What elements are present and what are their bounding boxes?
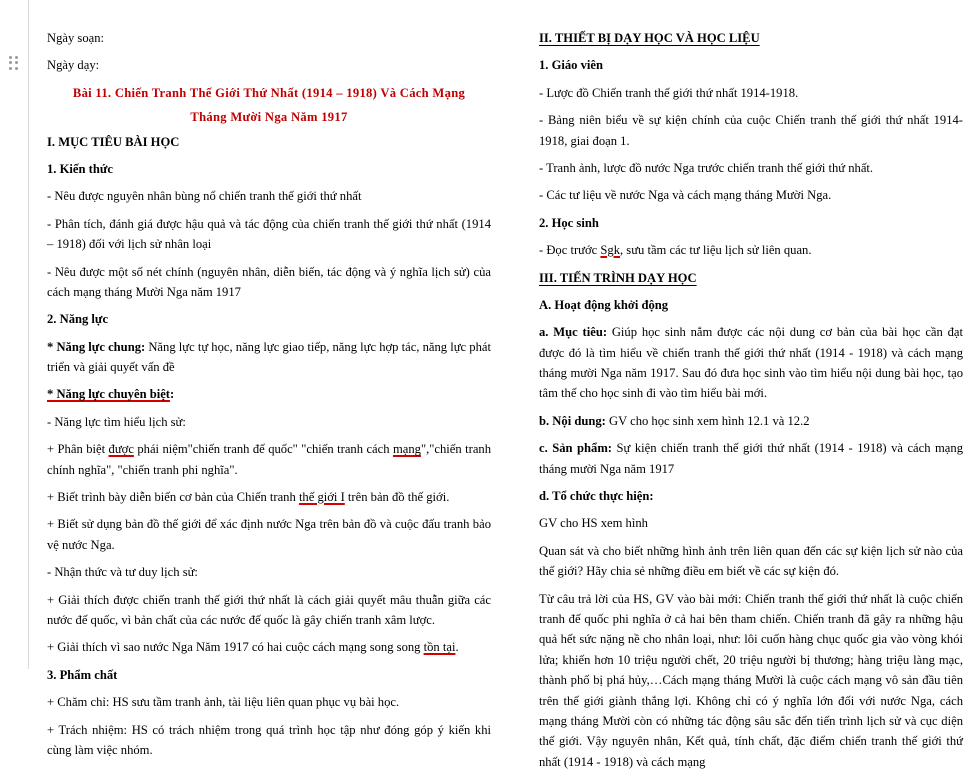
heading-kien-thuc: 1. Kiến thức [47, 161, 113, 176]
san-pham-paragraph [539, 438, 963, 479]
lesson-title-line-2: Tháng Mười Nga Năm 1917 [190, 110, 348, 125]
pham-chat-item-1: + Chăm chỉ: HS sưu tầm tranh ảnh, tài liệu liên quan phục vụ bài học. [47, 695, 400, 710]
nl2-b: phái niệm"chiến tranh đế quốc" "chiến tranh cách [133, 442, 393, 457]
nang-luc-item-2 [47, 439, 491, 480]
nang-luc-chuyen-biet-label: * Năng lực chuyên biệt [47, 387, 171, 402]
lesson-title-line-1: Bài 11. Chiến Tranh Thế Giới Thứ Nhất (1914 – 1918) Và Cách Mạng [72, 85, 466, 100]
nl3-a: + Biết trình bày diễn biến cơ bản của Chiến tranh [47, 490, 299, 505]
heading-section-2: II. THIẾT BỊ DẠY HỌC VÀ HỌC LIỆU [539, 31, 760, 45]
meta-ngay-soan: Ngày soạn: [47, 31, 105, 45]
nang-luc-item-6: + Giải thích được chiến tranh thế giới thứ nhất là cách giải quyết mâu thuẫn giữa các nước đế quốc, vì bản chất của các nước đế quốc là gây chiến tranh xâm lược. [47, 592, 491, 627]
drag-handle-dots-icon[interactable] [9, 56, 19, 70]
heading-giao-vien: 1. Giáo viên [539, 58, 604, 73]
heading-hoc-sinh: 2. Học sinh [539, 215, 599, 230]
nang-luc-item-7 [47, 637, 491, 657]
noi-dung-label: b. Nội dung: [539, 413, 606, 428]
giao-vien-item-3: - Tranh ảnh, lược đồ nước Nga trước chiến tranh thế giới thứ nhất. [539, 160, 874, 175]
hs1-spell: Sgk [600, 243, 620, 258]
nl7-spell: tồn tại [423, 640, 456, 655]
nl2-spell-1: được [108, 442, 134, 457]
kien-thuc-item-1: - Nêu được nguyên nhân bùng nổ chiến tranh thế giới thứ nhất [47, 189, 362, 204]
heading-section-3: III. TIẾN TRÌNH DẠY HỌC [539, 270, 697, 285]
muc-tieu-paragraph [539, 322, 963, 404]
pham-chat-item-2: + Trách nhiệm: HS có trách nhiệm trong quá trình học tập như đóng góp ý kiến khi cùng làm việc nhóm. [47, 722, 491, 757]
nl2-spell-2: mạng [392, 442, 421, 457]
hs1-a: - Đọc trước [539, 243, 601, 258]
nang-luc-chung [47, 337, 491, 378]
nang-luc-item-1: - Năng lực tìm hiểu lịch sử: [47, 414, 186, 429]
muc-tieu-text: Giúp học sinh nắm được các nội dung cơ bản của bài học cần đạt được đó là tìm hiểu về chiến tranh thế giới thứ nhất (1914 - 1918) và cách mạng tháng mười Nga năm 1917. Sau đó đưa học sinh vào tìm hiểu nội dung bài học, tạo tâm thế cho học sinh đi vào tìm hiểu bài mới. [539, 325, 963, 401]
heading-section-1: I. MỤC TIÊU BÀI HỌC [47, 134, 180, 149]
to-chuc-thuc-hien-label: d. Tổ chức thực hiện: [539, 489, 654, 504]
nang-luc-chuyen-biet-colon: : [170, 387, 175, 402]
nl3-spell: thế giới I [298, 490, 345, 505]
meta-ngay-day: Ngày dạy: [47, 58, 100, 73]
kien-thuc-item-2: - Phân tích, đánh giá được hậu quả và tác động của chiến tranh thế giới thứ nhất (1914 – 1918) đối với lịch sử nhân loại [47, 216, 491, 252]
giao-vien-item-1: - Lược đồ Chiến tranh thế giới thứ nhất 1914-1918. [539, 85, 799, 100]
nang-luc-chuyen-biet-heading [47, 384, 491, 404]
san-pham-label: c. Sản phẩm: [539, 441, 613, 456]
left-column [29, 14, 509, 757]
nang-luc-item-4: + Biết sử dụng bản đồ thế giới để xác định nước Nga trên bản đồ và cuộc đấu tranh bảo vệ nước Nga. [47, 517, 491, 552]
nang-luc-chung-text: Năng lực tự học, năng lực giao tiếp, năng lực hợp tác, năng lực phát triển và giải quyết vấn đề [47, 339, 491, 375]
nl7-b: . [455, 640, 459, 655]
left-gutter [0, 0, 29, 669]
heading-pham-chat: 3. Phẩm chất [47, 667, 118, 682]
nl3-b: trên bản đồ thế giới. [344, 490, 450, 505]
nang-luc-item-3 [47, 487, 491, 507]
to-chuc-item-3: Từ câu trả lời của HS, GV vào bài mới: Chiến tranh thế giới thứ nhất là cuộc chiến tranh đế quốc phi nghĩa ở cả hai bên tham chiến. Chiến tranh đã gây ra những hậu quả hết sức nặng nề cho nhân loại, như: lôi cuốn hàng chục quốc gia vào vòng khói lửa; khiến hơn 10 triệu người chết, 20 triệu người bị thương; hàng triệu làng mạc, thành phố bị phá hủy,…Cách mạng tháng Mười là cuộc cách mạng vô sản đầu tiên trên thế giới giành thắng lợi. Không chỉ có ý nghĩa lớn đối với nước Nga, cách mạng tháng Mười còn có những tác động sâu sắc đến tiến trình lịch sử và cục diện thế giới. Vậy nguyên nhân, Kết quả, tính chất, đặc điểm chiến tranh thế giới thứ nhất (1914 - 1918) và cách mạng [539, 591, 963, 769]
to-chuc-item-2: Quan sát và cho biết những hình ảnh trên liên quan đến các sự kiện lịch sử nào của thế giới? Hãy chia sẻ những điều em biết về các sự kiện đó. [539, 543, 963, 579]
document-columns [29, 0, 980, 769]
heading-hoat-dong-khoi-dong: A. Hoạt động khởi động [539, 297, 669, 312]
hs1-b: , sưu tầm các tư liệu lịch sử liên quan. [620, 243, 812, 258]
nl7-a: + Giải thích vì sao nước Nga Năm 1917 có hai cuộc cách mạng song song [47, 640, 424, 655]
noi-dung-text: GV cho học sinh xem hình 12.1 và 12.2 [605, 413, 810, 428]
heading-nang-luc: 2. Năng lực [47, 312, 109, 327]
hoc-sinh-item-1 [539, 240, 963, 260]
nl2-c: ","chiến tranh chính nghĩa", "chiến tranh phi nghĩa". [47, 442, 491, 477]
to-chuc-item-1: GV cho HS xem hình [539, 516, 648, 531]
nang-luc-chung-label: * Năng lực chung: [47, 339, 146, 354]
giao-vien-item-2: - Bảng niên biểu về sự kiện chính của cuộc Chiến tranh thế giới thứ nhất 1914-1918, giai đoạn 1. [539, 113, 963, 148]
nang-luc-item-5: - Nhận thức và tư duy lịch sử: [47, 565, 198, 580]
kien-thuc-item-3: - Nêu được một số nét chính (nguyên nhân, diễn biến, tác động và ý nghĩa lịch sử) của cách mạng tháng Mười Nga năm 1917 [47, 264, 491, 299]
noi-dung-paragraph [539, 411, 963, 431]
nl2-a: + Phân biệt [47, 442, 109, 457]
muc-tieu-label: a. Mục tiêu: [539, 325, 608, 340]
san-pham-text: Sự kiện chiến tranh thế giới thứ nhất (1914 - 1918) và cách mạng tháng mười Nga năm 1917 [539, 441, 963, 476]
giao-vien-item-4: - Các tư liệu về nước Nga và cách mạng tháng Mười Nga. [539, 188, 832, 203]
right-column [509, 14, 980, 769]
